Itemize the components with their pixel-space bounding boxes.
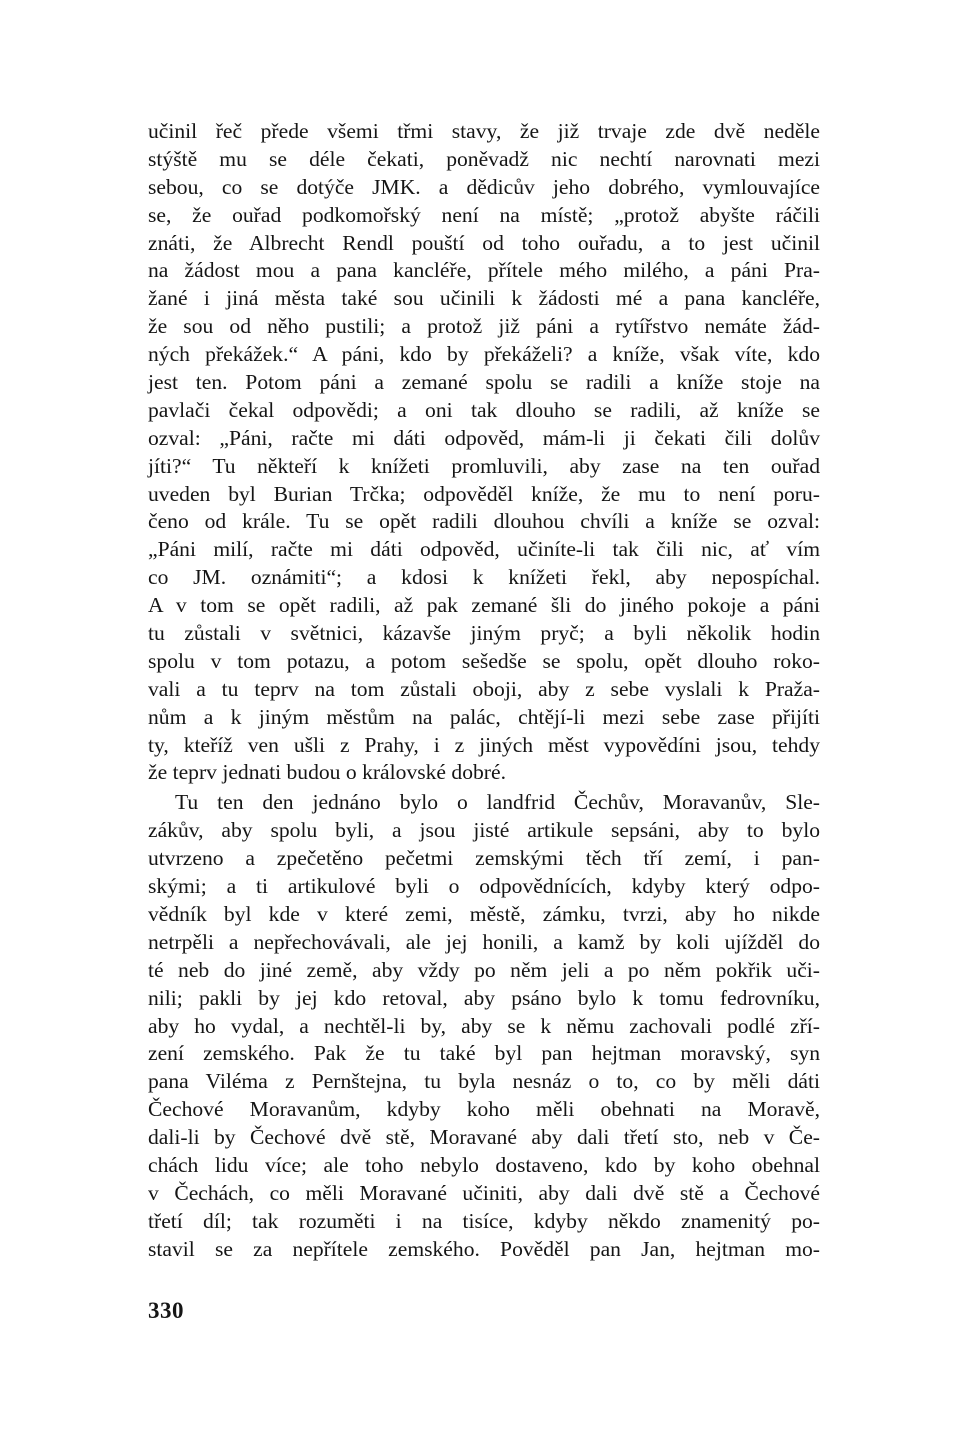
text-line: té neb do jiné země, aby vždy po něm jeli a po něm pokřik uči- bbox=[148, 957, 820, 982]
text-line: žané i jiná města také sou učinili k žádosti mé a pana kancléře, bbox=[148, 286, 820, 311]
text-line: pavlači čekal odpovědi; a oni tak dlouho se radili, až kníže se bbox=[148, 397, 820, 422]
text-line: ných překážek.“ A páni, kdo by překáželi? a kníže, však víte, kdo bbox=[148, 342, 820, 367]
text-line: vali a tu teprv na tom zůstali oboji, aby z sebe vyslali k Praža- bbox=[148, 676, 820, 701]
text-line: že teprv jednati budou o královské dobré. bbox=[148, 760, 506, 785]
paragraph-1 bbox=[148, 118, 820, 787]
page-body bbox=[148, 118, 820, 1264]
text-line: dali-li by Čechové dvě stě, Moravané aby dali třetí sto, neb v Če- bbox=[148, 1125, 820, 1150]
text-line: ty, kteříž ven ušli z Prahy, i z jiných měst vypovědíni jsou, tehdy bbox=[148, 732, 820, 757]
text-line: uveden byl Burian Trčka; odpověděl kníže, že mu to není poru- bbox=[148, 481, 820, 506]
text-line: stavil se za nepřítele zemského. Pověděl pan Jan, hejtman mo- bbox=[148, 1236, 820, 1261]
text-line: že sou od něho pustili; a protož již páni a rytířstvo nemáte žád- bbox=[148, 314, 820, 339]
text-line: zákův, aby spolu byli, a jsou jisté artikule sepsáni, aby to bylo bbox=[148, 818, 820, 843]
text-line: A v tom se opět radili, až pak zemané šli do jiného pokoje a páni bbox=[148, 593, 820, 618]
text-line: zení zemského. Pak že tu také byl pan hejtman moravský, syn bbox=[148, 1041, 820, 1066]
text-line: spolu v tom potazu, a potom sešedše se spolu, opět dlouho roko- bbox=[148, 648, 820, 673]
text-line: Tu ten den jednáno bylo o landfrid Čechův, Moravanův, Sle- bbox=[175, 790, 820, 815]
text-line: v Čechách, co měli Moravané učiniti, aby dali dvě stě a Čechové bbox=[148, 1180, 820, 1205]
text-line: stýště mu se déle čekati, poněvadž nic nechtí narovnati mezi bbox=[148, 146, 820, 171]
page-number: 330 bbox=[148, 1298, 184, 1323]
text-line: Čechové Moravanům, kdyby koho měli obehnati na Moravě, bbox=[148, 1097, 820, 1122]
text-line: jíti?“ Tu někteří k knížeti promluvili, aby zase na ten ouřad bbox=[148, 453, 820, 478]
text-line: aby ho vydal, a nechtěl-li by, aby se k němu zachovali podlé zří- bbox=[148, 1013, 820, 1038]
text-line: tu zůstali v světnici, kázavše jiným pryč; a byli několik hodin bbox=[148, 621, 820, 646]
text-line: učinil řeč přede všemi třmi stavy, že již trvaje zde dvě neděle bbox=[148, 119, 820, 143]
text-line: znáti, že Albrecht Rendl pouští od toho ouřadu, a to jest učinil bbox=[148, 230, 820, 255]
text-line: sebou, co se dotýče JMK. a dědicův jeho dobrého, vymlouvajíce bbox=[148, 174, 820, 199]
text-line: chách lidu více; ale toho nebylo dostaveno, kdo by koho obehnal bbox=[148, 1152, 820, 1177]
text-line: jest ten. Potom páni a zemané spolu se radili a kníže stoje na bbox=[148, 370, 820, 395]
text-line: na žádost mou a pana kancléře, přítele mého milého, a páni Pra- bbox=[148, 258, 820, 283]
text-line: ozval: „Páni, račte mi dáti odpověd, mám-li ji čekati čili dolův bbox=[148, 425, 820, 450]
text-line: třetí díl; tak rozuměti i na tisíce, kdyby někdo znamenitý po- bbox=[148, 1208, 820, 1233]
text-line: se, že ouřad podkomořský není na místě; „protož abyšte ráčili bbox=[148, 202, 820, 227]
text-line: utvrzeno a zpečetěno pečetmi zemskými těch tří zemí, i pan- bbox=[148, 846, 820, 871]
text-line: „Páni milí, račte mi dáti odpověd, učiníte-li tak čili nic, ať vím bbox=[148, 537, 820, 562]
text-line: nili; pakli by jej kdo retoval, aby psáno bylo k tomu fedrovníku, bbox=[148, 985, 820, 1010]
text-line: skými; a ti artikulové byli o odpovědnících, kdyby který odpo- bbox=[148, 874, 820, 899]
text-line: čeno od krále. Tu se opět radili dlouhou chvíli a kníže se ozval: bbox=[148, 509, 820, 534]
text-line: netrpěli a nepřechovávali, ale jej honili, a kamž by koli ujížděl do bbox=[148, 929, 820, 954]
text-line: nům a k jiným městům na palác, chtějí-li mezi sebe zase přijíti bbox=[148, 704, 820, 729]
paragraph-2 bbox=[148, 789, 820, 1263]
text-line: pana Viléma z Pernštejna, tu byla nesnáz o to, co by měli dáti bbox=[148, 1069, 820, 1094]
text-line: vědník byl kde v které zemi, městě, zámku, tvrzi, aby ho nikde bbox=[148, 901, 820, 926]
text-line: co JM. oznámiti“; a kdosi k knížeti řekl, aby nepospíchal. bbox=[148, 565, 820, 590]
